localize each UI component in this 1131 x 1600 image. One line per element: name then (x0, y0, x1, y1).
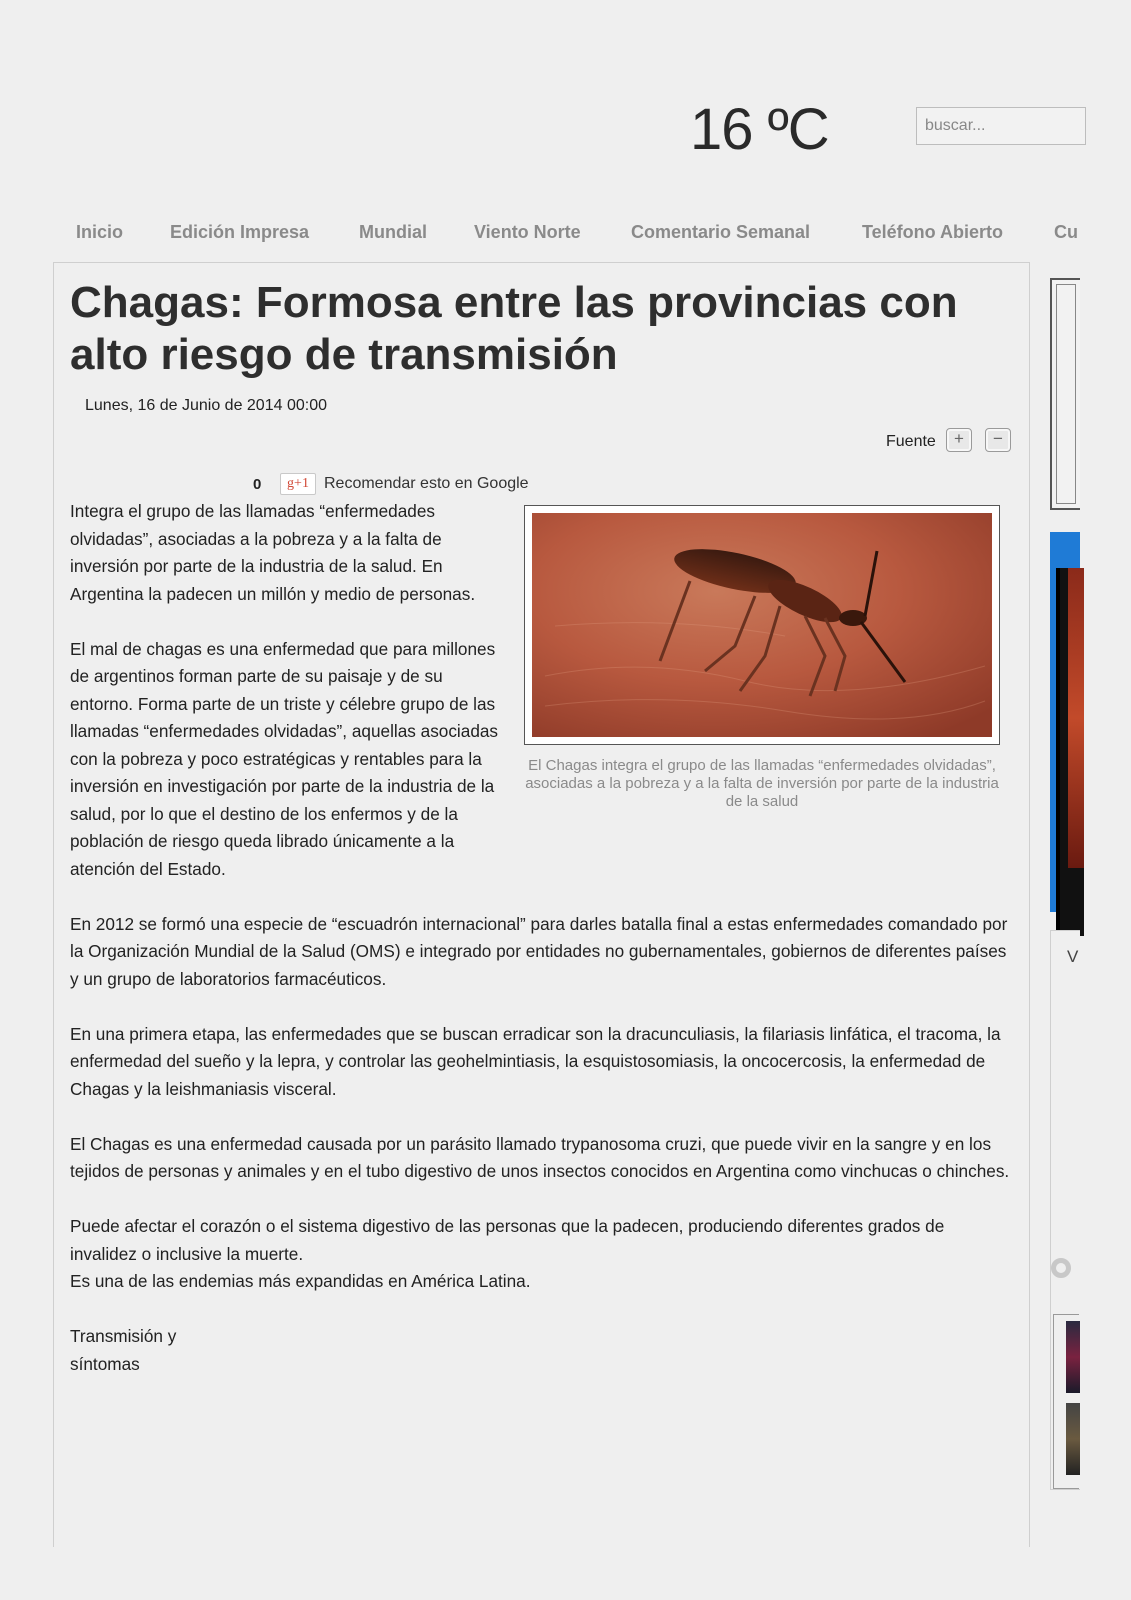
nav-item-viento-norte[interactable]: Viento Norte (474, 222, 581, 242)
sidebar-widget-bottom (1050, 930, 1080, 1490)
search-input[interactable] (916, 107, 1086, 145)
sidebar-partial-text: V (1067, 947, 1079, 966)
paragraph: Integra el grupo de las llamadas “enfermedades olvidadas”, asociadas a la pobreza y a la falta de inversión por parte de la industria de la salud. En Argentina la padecen un millón y medio de personas. (70, 501, 476, 604)
gplus-recommend-label[interactable]: Recomendar esto en Google (324, 475, 529, 492)
font-decrease-button[interactable]: − (985, 428, 1011, 452)
image-spacer (524, 498, 1004, 844)
thumbnail[interactable] (1066, 1403, 1080, 1475)
article (53, 262, 1030, 1547)
nav-item-cu[interactable]: Cu (1054, 222, 1078, 242)
subheading: síntomas (70, 1353, 140, 1374)
nav-item-edicion-impresa[interactable]: Edición Impresa (170, 222, 310, 242)
nav-item-mundial[interactable]: Mundial (359, 222, 427, 242)
sidebar-thumbnails (1053, 1314, 1079, 1489)
sidebar-widget-top (1050, 278, 1080, 510)
sidebar-banner[interactable] (1050, 532, 1080, 912)
paragraph: Puede afectar el corazón o el sistema digestivo de las personas que la padecen, produciendo diferentes grados de invalidez o inclusive la muerte. (70, 1216, 945, 1264)
radio-icon[interactable] (1051, 1258, 1071, 1278)
article-title: Chagas: Formosa entre las provincias con alto riesgo de transmisión (70, 278, 958, 379)
font-size-label: Fuente (886, 433, 936, 450)
sidebar-banner-inner (1056, 568, 1084, 936)
article-body (70, 498, 1010, 1378)
temperature: 16 ºC (690, 97, 829, 162)
nav-item-inicio[interactable]: Inicio (76, 222, 124, 242)
paragraph: El Chagas es una enfermedad causada por un parásito llamado trypanosoma cruzi, que puede vivir en la sangre y en los tejidos de personas y animales y en el tubo digestivo de unos insectos conocidos en Argentina como vinchucas o chinches. (70, 1133, 1010, 1181)
gplus-button[interactable]: g+1 (280, 473, 316, 495)
image-caption: El Chagas integra el grupo de las llamadas “enfermedades olvidadas”, asociadas a la pobreza y a la falta de inversión por parte de la industria de la salud (525, 757, 999, 810)
subheading: Transmisión y (70, 1326, 177, 1346)
banner-image (1068, 568, 1084, 868)
nav-item-telefono-abierto[interactable]: Teléfono Abierto (862, 222, 1003, 242)
article-date: Lunes, 16 de Junio de 2014 00:00 (85, 397, 327, 414)
font-increase-button[interactable]: + (946, 428, 972, 452)
thumbnail[interactable] (1066, 1321, 1080, 1393)
paragraph: En una primera etapa, las enfermedades que se buscan erradicar son la dracunculiasis, la filariasis linfática, el tracoma, la enfermedad del sueño y la lepra, y controlar las geohelmintiasis, la esquistosomiasis, la oncocercosis, la enfermedad de Chagas y la leishmaniasis visceral. (70, 1023, 1001, 1099)
nav-item-comentario-semanal[interactable]: Comentario Semanal (631, 222, 811, 242)
paragraph: En 2012 se formó una especie de “escuadrón internacional” para darles batalla final a estas enfermedades comandado por la Organización Mundial de la Salud (OMS) e integrado por entidades no gubernamentales, gobiernos de diferentes países y un grupo de laboratorios farmacéuticos. (70, 913, 1008, 989)
paragraph: Es una de las endemias más expandidas en América Latina. (70, 1271, 531, 1291)
paragraph: El mal de chagas es una enfermedad que para millones de argentinos forman parte de su paisaje y de su entorno. Forma parte de un triste y célebre grupo de las llamadas “enfermedades olvidadas”, aquellas asociadas con la pobreza y poco estratégicas y rentables para la inversión en investigación por parte de la industria de la salud, por lo que el destino de los enfermos y de la población de riesgo queda librado únicamente a la atención del Estado. (70, 638, 499, 879)
gplus-count: 0 (253, 476, 262, 493)
